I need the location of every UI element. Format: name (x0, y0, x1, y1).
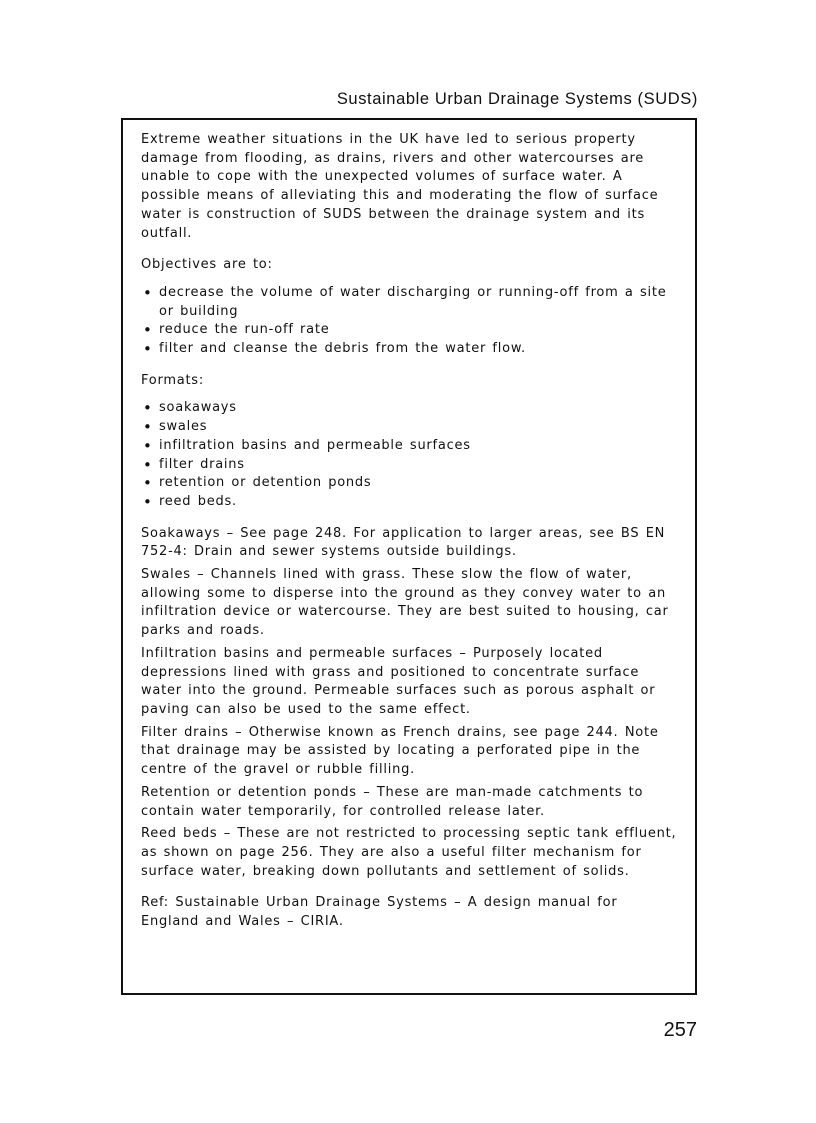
infiltration-basins-description: Infiltration basins and permeable surfaces – Purposely located depressions lined with grass and positioned to concentrate surface water into the ground. Permeable surfaces such as porous asphalt or paving can also be used to the same effect. (141, 645, 656, 717)
page-number: 257 (663, 1019, 697, 1041)
formats-list (141, 399, 679, 511)
content-box-body (141, 131, 679, 932)
filter-drains-description: Filter drains – Otherwise known as French drains, see page 244. Note that drainage may be assisted by locating a perforated pipe in the centre of the gravel or rubble filling. (141, 724, 659, 778)
bullet-icon: • (143, 492, 153, 511)
swales-description: Swales – Channels lined with grass. These slow the flow of water, allowing some to disperse into the ground as they convey water to an infiltration device or watercourse. They are best suited to housing, car parks and roads. (141, 567, 669, 639)
content-box (121, 118, 697, 995)
bullet-icon: • (143, 340, 153, 359)
bullet-icon: • (143, 474, 153, 493)
list-item (141, 456, 679, 475)
list-item-text: infiltration basins and permeable surfaces (159, 437, 471, 453)
page-title: Sustainable Urban Drainage Systems (SUDS) (336, 90, 698, 108)
list-item (141, 284, 679, 321)
list-item (141, 399, 679, 418)
reference-note: Ref: Sustainable Urban Drainage Systems – A design manual for England and Wales – CIRIA. (141, 895, 618, 930)
objectives-heading: Objectives are to: (141, 257, 273, 273)
list-item (141, 437, 679, 456)
list-item (141, 418, 679, 437)
list-item-text: soakaways (159, 400, 237, 416)
objectives-list (141, 284, 679, 359)
reed-beds-description: Reed beds – These are not restricted to processing septic tank effluent, as shown on page 256. They are also a useful filter mechanism for surface water, breaking down pollutants and settlement of solids. (141, 826, 677, 879)
list-item (141, 493, 679, 512)
list-item-text: filter and cleanse the debris from the water flow. (159, 341, 526, 357)
list-item-text: swales (159, 419, 208, 435)
list-item (141, 340, 679, 359)
list-item-text: retention or detention ponds (159, 475, 372, 491)
list-item (141, 474, 679, 493)
bullet-icon: • (143, 418, 153, 437)
list-item-text: filter drains (159, 456, 245, 472)
list-item (141, 321, 679, 340)
bullet-icon: • (143, 283, 153, 302)
list-item-text: decrease the volume of water discharging or running-off from a site or building (159, 284, 667, 319)
bullet-icon: • (143, 399, 153, 418)
bullet-icon: • (143, 436, 153, 455)
ponds-description: Retention or detention ponds – These are man-made catchments to contain water temporarily, for controlled release later. (141, 784, 644, 819)
bullet-icon: • (143, 455, 153, 474)
list-item-text: reduce the run-off rate (159, 322, 330, 338)
intro-paragraph: Extreme weather situations in the UK have led to serious property damage from flooding, as drains, rivers and other watercourses are unable to cope with the unexpected volumes of surface water. A possible means of alleviating this and moderating the flow of surface water is construction of SUDS between the drainage system and its outfall. (141, 132, 659, 241)
bullet-icon: • (143, 321, 153, 340)
soakaways-description: Soakaways – See page 248. For application to larger areas, see BS EN 752-4: Drain and sewer systems outside buildings. (141, 525, 666, 560)
formats-heading: Formats: (141, 372, 204, 388)
list-item-text: reed beds. (159, 493, 237, 509)
